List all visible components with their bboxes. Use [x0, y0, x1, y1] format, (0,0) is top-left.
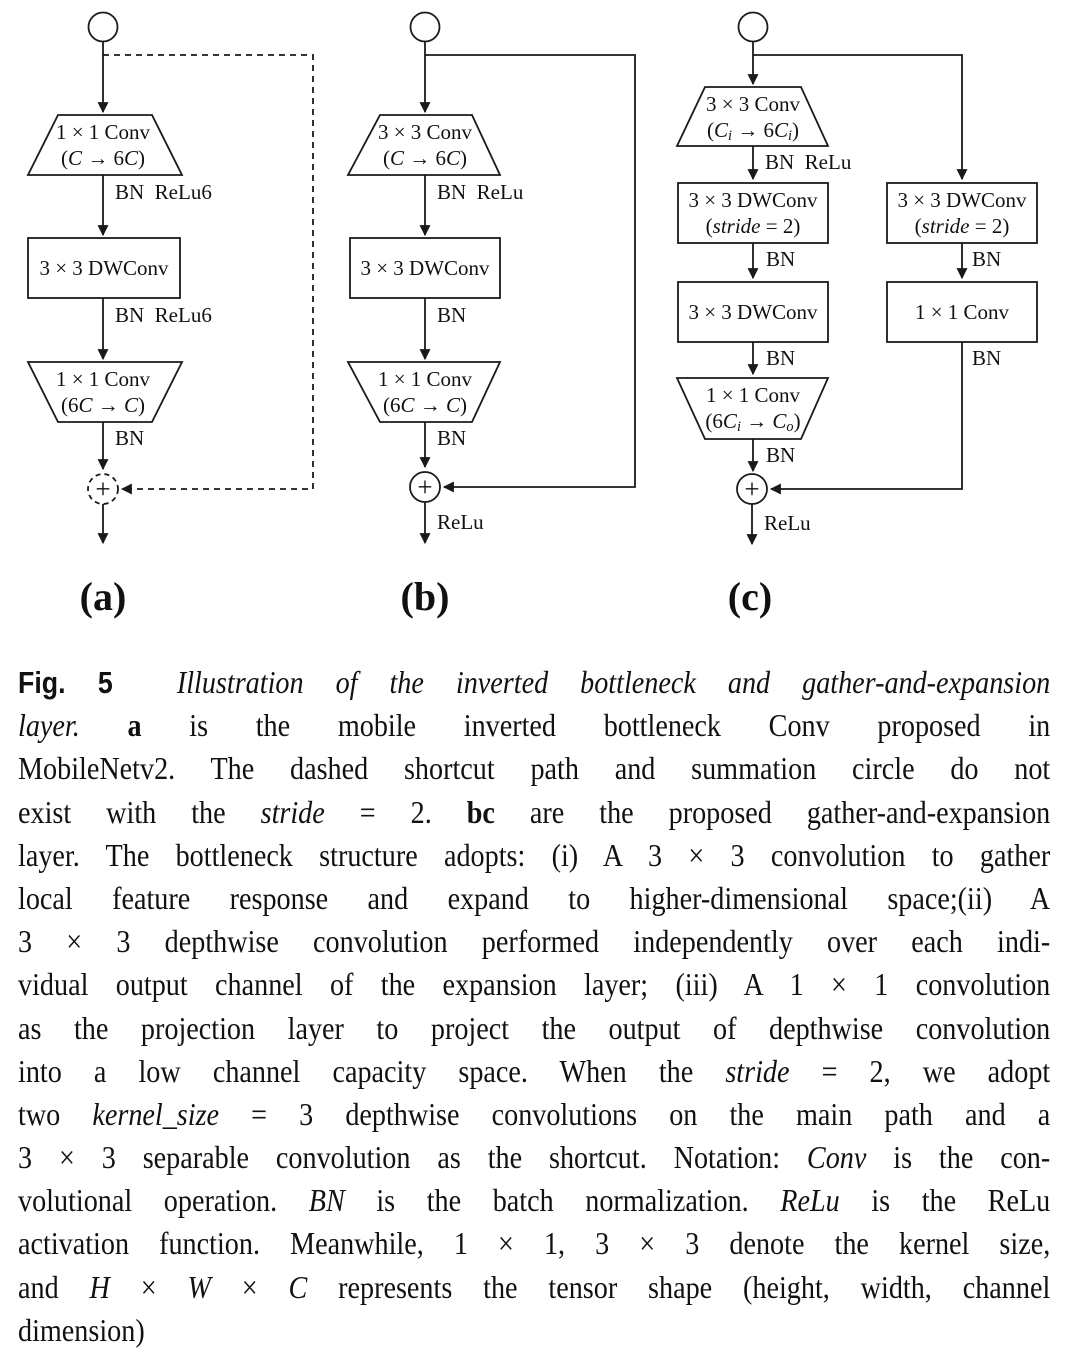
c-right-conv-label: 1 × 1 Conv — [914, 300, 1010, 324]
c-right-bn-label-2: BN — [972, 346, 1002, 370]
b-bn-label-3: BN — [437, 426, 467, 450]
c-bn-relu-label-1: BN ReLu — [765, 150, 852, 174]
caption-line: into a low channel capacity space. When the stride = 2, we adopt — [18, 1052, 1051, 1089]
caption-line: as the projection layer to project the output of depthwise convolution — [18, 1009, 1051, 1046]
caption-line: and H × W × C represents the tensor shape (height, width, channel — [18, 1268, 1051, 1305]
caption-line: layer. a is the mobile inverted bottleneck Conv proposed in — [18, 707, 1051, 744]
a-expand-conv-label: 1 × 1 Conv (C → 6C) — [55, 120, 151, 170]
b-bn-relu-label-1: BN ReLu — [437, 180, 524, 204]
b-dwconv-label: 3 × 3 DWConv — [360, 256, 490, 280]
caption-line: layer. The bottleneck structure adopts: (i) A 3 × 3 convolution to gather — [18, 836, 1051, 873]
c-right-dwconv-label: 3 × 3 DWConv (stride = 2) — [897, 188, 1027, 238]
c-dwconv-stride-label: 3 × 3 DWConv (stride = 2) — [688, 188, 818, 238]
caption-line: MobileNetv2. The dashed shortcut path and summation circle do not — [18, 750, 1051, 787]
b-input-circle — [411, 13, 440, 42]
caption-line: two kernel_size = 3 depthwise convolutions on the main path and a — [18, 1095, 1051, 1132]
c-relu-label: ReLu — [764, 511, 811, 535]
b-expand-conv-label: 3 × 3 Conv (C → 6C) — [377, 120, 473, 170]
c-bn-label-4: BN — [766, 443, 796, 467]
figure-caption — [18, 661, 1051, 1352]
a-bn-relu6-label-1: BN ReLu6 — [115, 180, 212, 204]
caption-line-last: dimension) — [18, 1311, 145, 1348]
a-bn-relu6-label-2: BN ReLu6 — [115, 303, 212, 327]
a-plus-sign: + — [95, 474, 111, 504]
caption-line: exist with the stride = 2. bc are the proposed gather-and-expansion — [18, 793, 1051, 830]
a-project-conv-label: 1 × 1 Conv (6C → C) — [55, 367, 151, 417]
b-project-conv-label: 1 × 1 Conv (6C → C) — [377, 367, 473, 417]
caption-line: Fig. 5 Illustration of the inverted bottleneck and gather-and-expansion — [18, 664, 1051, 700]
caption-line: activation function. Meanwhile, 1 × 1, 3 × 3 denote the kernel size, — [18, 1225, 1051, 1262]
c-input-circle — [739, 13, 768, 42]
b-column-label: (b) — [400, 574, 450, 619]
b-plus-sign: + — [417, 472, 433, 502]
caption-line: local feature response and expand to higher-dimensional space;(ii) A — [18, 879, 1051, 916]
b-relu-label: ReLu — [437, 510, 484, 534]
c-project-conv-label: 1 × 1 Conv (6Ci → Co) — [705, 383, 801, 436]
caption-line: 3 × 3 depthwise convolution performed independently over each indi- — [18, 923, 1051, 960]
c-column-label: (c) — [727, 574, 773, 619]
c-bn-label-2: BN — [766, 247, 796, 271]
a-dwconv-label: 3 × 3 DWConv — [39, 256, 169, 280]
caption-line: vidual output channel of the expansion layer; (iii) A 1 × 1 convolution — [18, 966, 1051, 1003]
caption-line: 3 × 3 separable convolution as the shortcut. Notation: Conv is the con- — [18, 1139, 1051, 1176]
b-bn-label-2: BN — [437, 303, 467, 327]
a-bn-label-3: BN — [115, 426, 145, 450]
a-input-circle — [89, 13, 118, 42]
a-column-label: (a) — [79, 574, 127, 619]
c-expand-conv-label: 3 × 3 Conv (Ci → 6Ci) — [705, 92, 801, 145]
caption-line: volutional operation. BN is the batch normalization. ReLu is the ReLu — [18, 1182, 1051, 1219]
c-dwconv-label: 3 × 3 DWConv — [688, 300, 818, 324]
c-right-bn-label-1: BN — [972, 247, 1002, 271]
c-bn-label-3: BN — [766, 346, 796, 370]
c-plus-sign: + — [744, 474, 760, 504]
